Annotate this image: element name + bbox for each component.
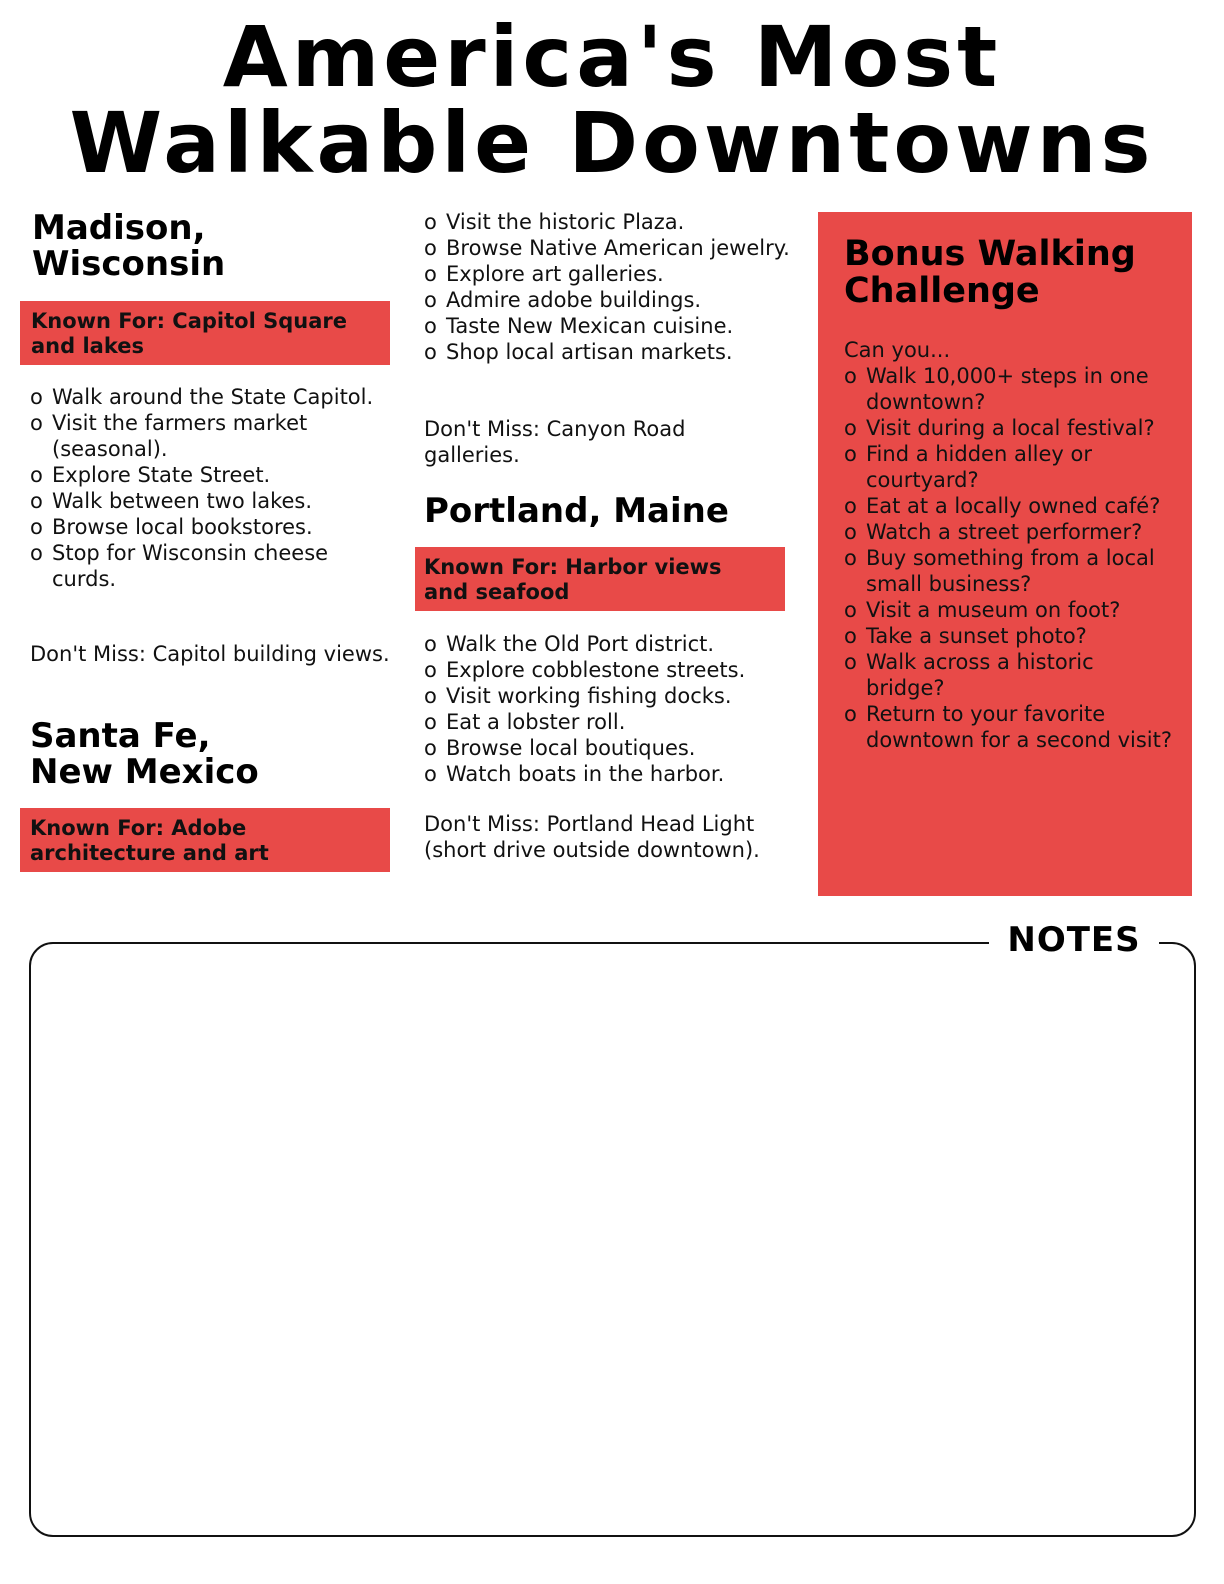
list-item: o Take a sunset photo? bbox=[844, 623, 1174, 649]
portland-known-for: Known For: Harbor views and seafood bbox=[415, 547, 785, 611]
madison-heading: Madison, Wisconsin bbox=[32, 208, 226, 284]
list-item: o Visit a museum on foot? bbox=[844, 597, 1174, 623]
santa-fe-list bbox=[424, 209, 804, 365]
madison-known-for: Known For: Capitol Square and lakes bbox=[20, 301, 390, 365]
list-item: o Explore State Street. bbox=[30, 462, 390, 488]
notes-label: NOTES bbox=[989, 918, 1159, 962]
bonus-list bbox=[844, 363, 1174, 753]
list-item: o Stop for Wisconsin cheese curds. bbox=[30, 540, 390, 592]
list-item: o Eat at a locally owned café? bbox=[844, 493, 1174, 519]
list-item: o Visit the farmers market (seasonal). bbox=[30, 410, 390, 462]
list-item: o Watch a street performer? bbox=[844, 519, 1174, 545]
list-item: o Return to your favorite downtown for a second visit? bbox=[844, 701, 1174, 753]
bonus-challenge-box bbox=[818, 212, 1192, 896]
portland-heading: Portland, Maine bbox=[424, 491, 729, 531]
list-item: o Walk across a historic bridge? bbox=[844, 649, 1174, 701]
list-item: o Admire adobe buildings. bbox=[424, 287, 804, 313]
list-item: o Browse local bookstores. bbox=[30, 514, 390, 540]
list-item: o Find a hidden alley or courtyard? bbox=[844, 441, 1174, 493]
list-item: o Buy something from a local small business? bbox=[844, 545, 1174, 597]
bonus-intro: Can you... bbox=[844, 338, 951, 362]
santa-fe-known-for: Known For: Adobe architecture and art bbox=[20, 808, 390, 872]
notes-area[interactable] bbox=[29, 942, 1196, 1537]
madison-dont-miss: Don't Miss: Capitol building views. bbox=[30, 642, 390, 666]
list-item: o Walk between two lakes. bbox=[30, 488, 390, 514]
list-item: o Eat a lobster roll. bbox=[424, 709, 809, 735]
portland-list bbox=[424, 631, 809, 787]
list-item: o Walk the Old Port district. bbox=[424, 631, 809, 657]
santa-fe-heading: Santa Fe, New Mexico bbox=[30, 716, 259, 792]
portland-dont-miss: Don't Miss: Portland Head Light (short drive outside downtown). bbox=[424, 812, 760, 862]
page-title bbox=[0, 8, 1224, 192]
list-item: o Shop local artisan markets. bbox=[424, 339, 804, 365]
list-item: o Visit during a local festival? bbox=[844, 415, 1174, 441]
list-item: o Visit working fishing docks. bbox=[424, 683, 809, 709]
bonus-title: Bonus Walking Challenge bbox=[844, 234, 1136, 311]
page-title-line-2: Walkable Downtowns bbox=[69, 94, 1155, 192]
list-item: o Explore art galleries. bbox=[424, 261, 804, 287]
list-item: o Browse local boutiques. bbox=[424, 735, 809, 761]
list-item: o Browse Native American jewelry. bbox=[424, 235, 804, 261]
list-item: o Watch boats in the harbor. bbox=[424, 761, 809, 787]
list-item: o Taste New Mexican cuisine. bbox=[424, 313, 804, 339]
santa-fe-dont-miss: Don't Miss: Canyon Road galleries. bbox=[424, 417, 686, 467]
madison-list bbox=[30, 384, 390, 592]
list-item: o Walk 10,000+ steps in one downtown? bbox=[844, 363, 1174, 415]
list-item: o Explore cobblestone streets. bbox=[424, 657, 809, 683]
list-item: o Visit the historic Plaza. bbox=[424, 209, 804, 235]
list-item: o Walk around the State Capitol. bbox=[30, 384, 390, 410]
page-title-line-1: America's Most bbox=[222, 8, 1002, 106]
